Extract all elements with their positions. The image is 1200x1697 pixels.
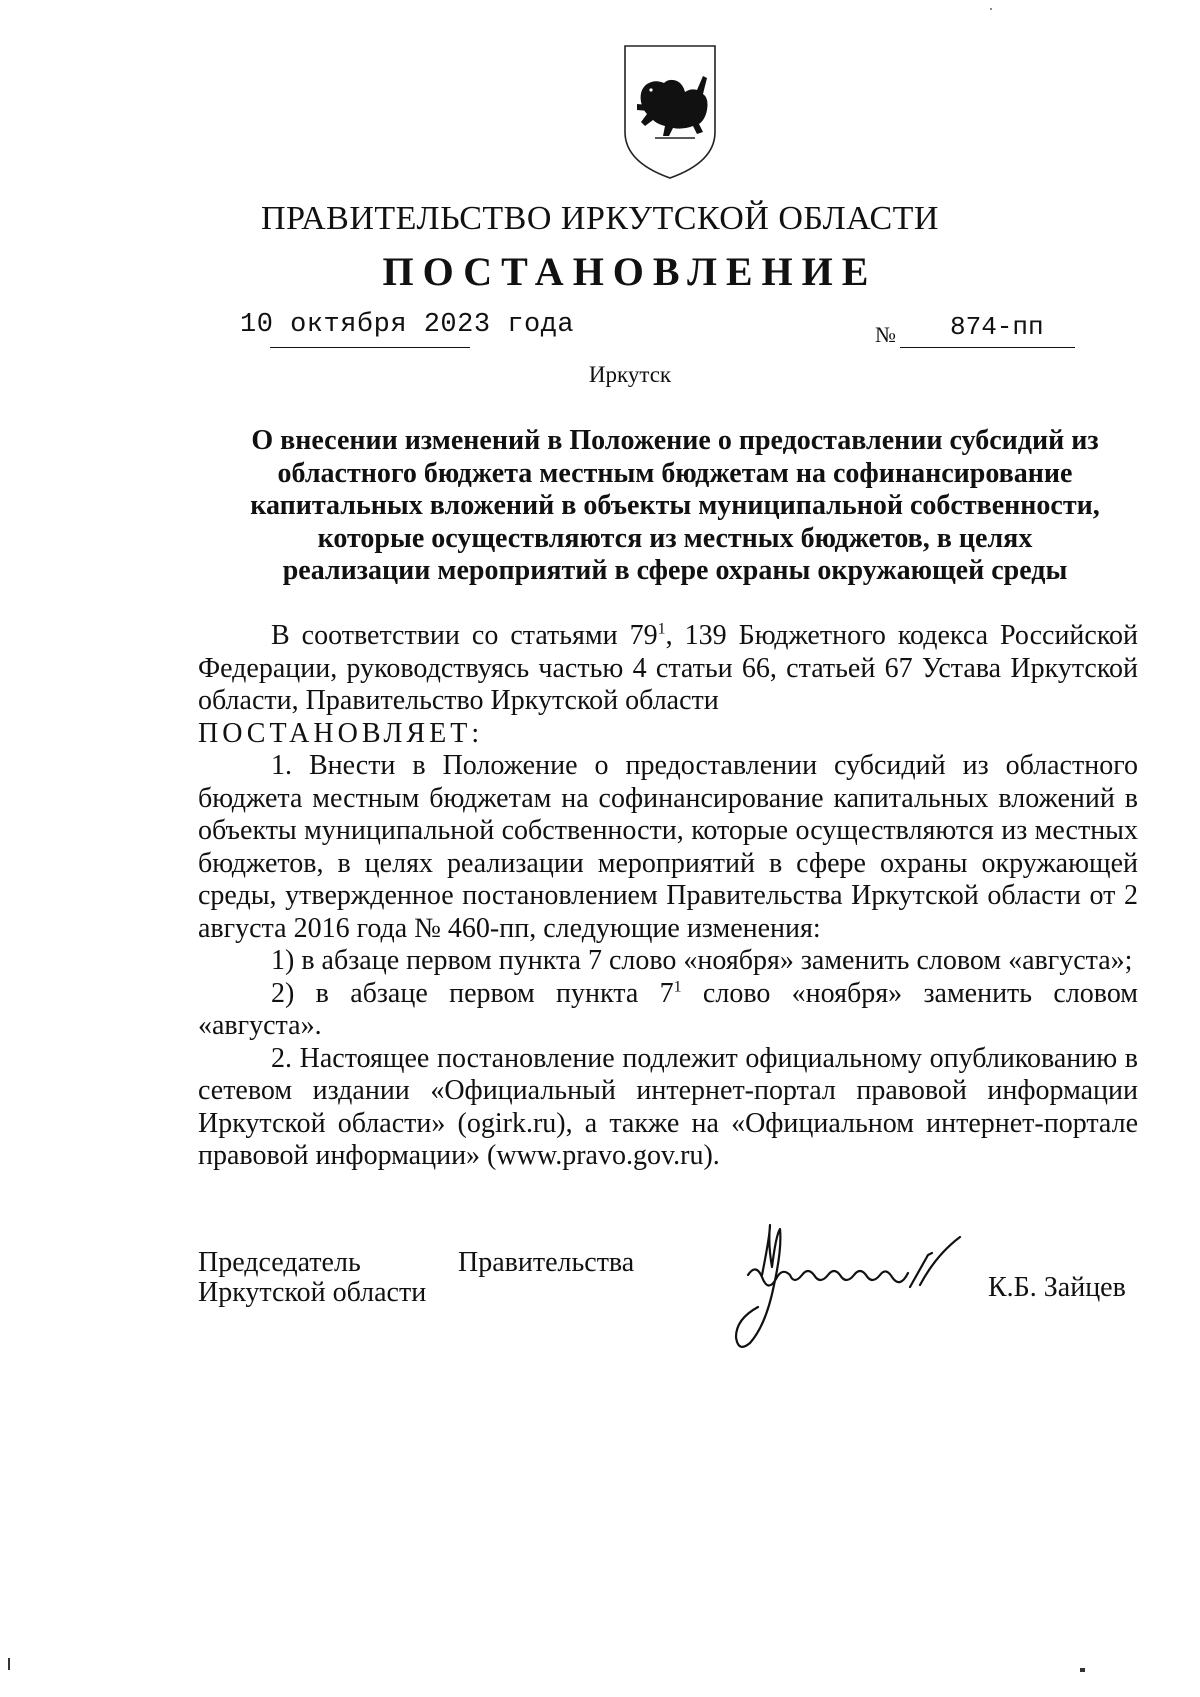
scan-speck	[990, 8, 992, 10]
item-2-paragraph: 2. Настоящее постановление подлежит официальному опубликованию в сетевом издании «Официальный интернет-портал правовой информации Иркутской области» (ogirk.ru), а также на «Официальном интернет-портале правовой информации» (www.pravo.gov.ru).	[198, 1042, 1138, 1171]
document-body	[198, 620, 1138, 1173]
document-number: 874-пп	[950, 312, 1044, 342]
preamble-text: В соответствии со статьями 79	[271, 620, 658, 651]
signatory-role: Иркутской области	[198, 1277, 427, 1308]
signatory-role: Правительства	[458, 1247, 635, 1278]
title-line: капитальных вложений в объекты муниципальной собственности,	[250, 490, 1100, 521]
document-title	[200, 425, 1150, 588]
government-name: ПРАВИТЕЛЬСТВО ИРКУТСКОЙ ОБЛАСТИ	[261, 200, 939, 237]
title-line: реализации мероприятий в сфере охраны окружающей среды	[282, 555, 1068, 586]
subitem-1-paragraph: 1) в абзаце первом пункта 7 слово «ноября» заменить словом «августа»;	[271, 945, 1133, 976]
handwritten-signature	[710, 1215, 1000, 1355]
decree-word: ПОСТАНОВЛЯЕТ:	[198, 717, 484, 749]
superscript: 1	[657, 620, 666, 638]
number-sign: №	[875, 322, 896, 347]
subitem-2-text: слово «ноября» заменить словом «августа».	[198, 977, 1139, 1041]
title-line: О внесении изменений в Положение о предоставлении субсидий из	[251, 425, 1099, 456]
document-date: 10 октября 2023 года	[240, 310, 575, 340]
title-line: которые осуществляются из местных бюджетов, в целях	[317, 522, 1033, 554]
subitem-2-text: 2) в абзаце первом пункта 7	[271, 977, 674, 1009]
document-city: Иркутск	[588, 362, 672, 387]
scan-mark	[1080, 1668, 1085, 1672]
item-1-paragraph: 1. Внести в Положение о предоставлении субсидий из областного бюджета местным бюджетам на софинансирование капитальных вложений в объекты муниципальной собственности, которые осуществляются из местных бюджетов, в целях реализации мероприятий в сфере охраны окружающей среды, утвержденное постановлением Правительства Иркутской области от 2 августа 2016 года № 460-пп, следующие изменения:	[198, 750, 1138, 944]
number-underline	[900, 347, 1075, 348]
superscript: 1	[673, 978, 682, 996]
date-underline	[270, 347, 470, 348]
signatory-role: Председатель	[198, 1247, 361, 1278]
preamble-paragraph	[198, 620, 1138, 718]
title-line: областного бюджета местным бюджетам на софинансирование	[277, 457, 1073, 489]
subitem-2-paragraph	[198, 978, 1138, 1043]
signatory-name: К.Б. Зайцев	[988, 1272, 1126, 1303]
irkutsk-coat-of-arms-icon	[617, 40, 723, 182]
preamble-text: , 139 Бюджетного кодекса Российской Федерации, руководствуясь частью 4 статьи 66, статьей 67 Устава Иркутской области, Правительство Иркутской области	[198, 620, 1138, 716]
document-type: ПОСТАНОВЛЕНИЕ	[382, 249, 878, 294]
scan-mark	[8, 1658, 10, 1670]
